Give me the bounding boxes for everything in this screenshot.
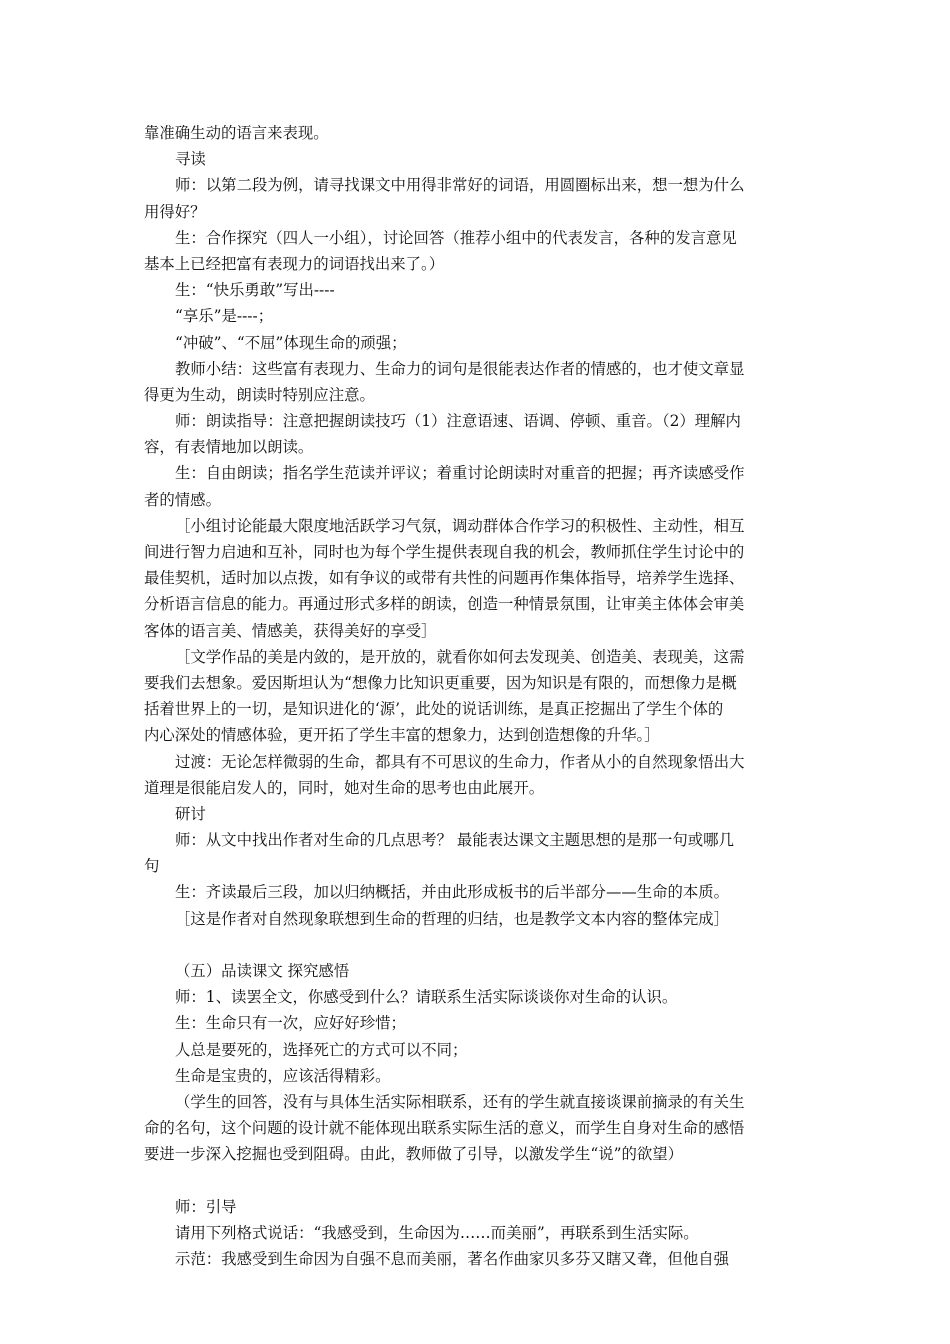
document-body: [144, 120, 814, 1272]
text-line-43: 请用下列格式说话：“我感受到，生命因为……而美丽”，再联系到生活实际。: [175, 1223, 699, 1242]
text-line-8: “享乐”是----；: [175, 307, 274, 326]
blank-line: [144, 932, 814, 958]
text-line-23: 括着世界上的一切，是知识进化的‘源’，此处的说话训练，是真正挖掘出了学生个体的: [144, 700, 724, 719]
blank-line: [144, 1168, 814, 1194]
text-line-26: 道理是很能启发人的，同时，她对生命的思考也由此展开。: [144, 778, 545, 797]
text-line-19: 分析语言信息的能力。再通过形式多样的朗读，创造一种情景氛围，让审美主体体会审美: [144, 595, 745, 614]
text-line-9: “冲破”、“不屈”体现生命的顽强；: [175, 333, 407, 352]
text-line-2: 寻读: [175, 150, 206, 169]
text-line-42: 师：引导: [175, 1197, 237, 1216]
text-line-1: 靠准确生动的语言来表现。: [144, 124, 329, 142]
text-line-3: 师：以第二段为例，请寻找课文中用得非常好的词语，用圆圈标出来，想一想为什么: [175, 176, 745, 195]
text-line-25: 过渡：无论怎样微弱的生命，都具有不可思议的生命力，作者从小的自然现象悟出大: [175, 752, 745, 771]
text-line-13: 容，有表情地加以朗读。: [144, 438, 314, 457]
text-line-37: 生命是宝贵的，应该活得精彩。: [175, 1066, 391, 1085]
text-line-40: 要进一步深入挖掘也受到阻碍。由此，教师做了引导，以激发学生“说”的欲望）: [144, 1145, 684, 1164]
text-line-14: 生：自由朗读；指名学生范读并评议；着重讨论朗读时对重音的把握；再齐读感受作: [175, 464, 745, 483]
text-line-16: ［小组讨论能最大限度地活跃学习气氛，调动群体合作学习的积极性、主动性，相互: [175, 516, 745, 535]
text-line-12: 师：朗读指导：注意把握朗读技巧（1）注意语速、语调、停顿、重音。（2）理解内: [175, 412, 741, 431]
text-line-22: 要我们去想象。爱因斯坦认为“想像力比知识更重要，因为知识是有限的，而想像力是概: [144, 673, 737, 692]
text-line-27: 研讨: [175, 804, 206, 823]
text-line-18: 最佳契机，适时加以点拨，如有争议的或带有共性的问题再作集体指导，培养学生选择、: [144, 569, 745, 588]
text-line-10: 教师小结：这些富有表现力、生命力的词句是很能表达作者的情感的，也才使文章显: [175, 359, 745, 378]
text-line-31: ［这是作者对自然现象联想到生命的哲理的归结，也是教学文本内容的整体完成］: [175, 909, 730, 928]
text-line-38: （学生的回答，没有与具体生活实际相联系，还有的学生就直接谈课前摘录的有关生: [175, 1092, 745, 1111]
text-line-33: （五）品读课文 探究感悟: [175, 962, 350, 980]
text-line-20: 客体的语言美、情感美，获得美好的享受］: [144, 621, 437, 640]
text-line-15: 者的情感。: [144, 490, 221, 509]
text-line-24: 内心深处的情感体验，更开拓了学生丰富的想象力，达到创造想像的升华。］: [144, 726, 660, 745]
text-line-44: 示范：我感受到生命因为自强不息而美丽，著名作曲家贝多芬又瞎又聋，但他自强: [175, 1250, 730, 1269]
text-line-11: 得更为生动，朗读时特别应注意。: [144, 385, 375, 404]
text-line-36: 人总是要死的，选择死亡的方式可以不同；: [175, 1040, 468, 1059]
text-line-35: 生：生命只有一次，应好好珍惜；: [175, 1014, 406, 1033]
text-line-39: 命的名句，这个问题的设计就不能体现出联系实际生活的意义，而学生自身对生命的感悟: [144, 1119, 745, 1138]
text-line-21: ［文学作品的美是内敛的，是开放的，就看你如何去发现美、创造美、表现美，这需: [175, 647, 745, 666]
text-line-17: 间进行智力启迪和互补，同时也为每个学生提供表现自我的机会，教师抓住学生讨论中的: [144, 543, 745, 561]
text-line-34: 师：1、读罢全文，你感受到什么？请联系生活实际谈谈你对生命的认识。: [175, 988, 678, 1007]
text-line-6: 基本上已经把富有表现力的词语找出来了。）: [144, 254, 445, 273]
text-line-5: 生：合作探究（四人一小组），讨论回答（推荐小组中的代表发言，各种的发言意见: [175, 228, 737, 247]
text-line-30: 生：齐读最后三段，加以归纳概括，并由此形成板书的后半部分——生命的本质。: [175, 883, 730, 902]
text-line-7: 生：“快乐勇敢”写出----: [175, 281, 335, 300]
text-line-29: 句: [144, 857, 160, 876]
text-line-28: 师：从文中找出作者对生命的几点思考？ 最能表达课文主题思想的是那一句或哪几: [175, 831, 734, 850]
text-line-4: 用得好？: [144, 202, 206, 221]
